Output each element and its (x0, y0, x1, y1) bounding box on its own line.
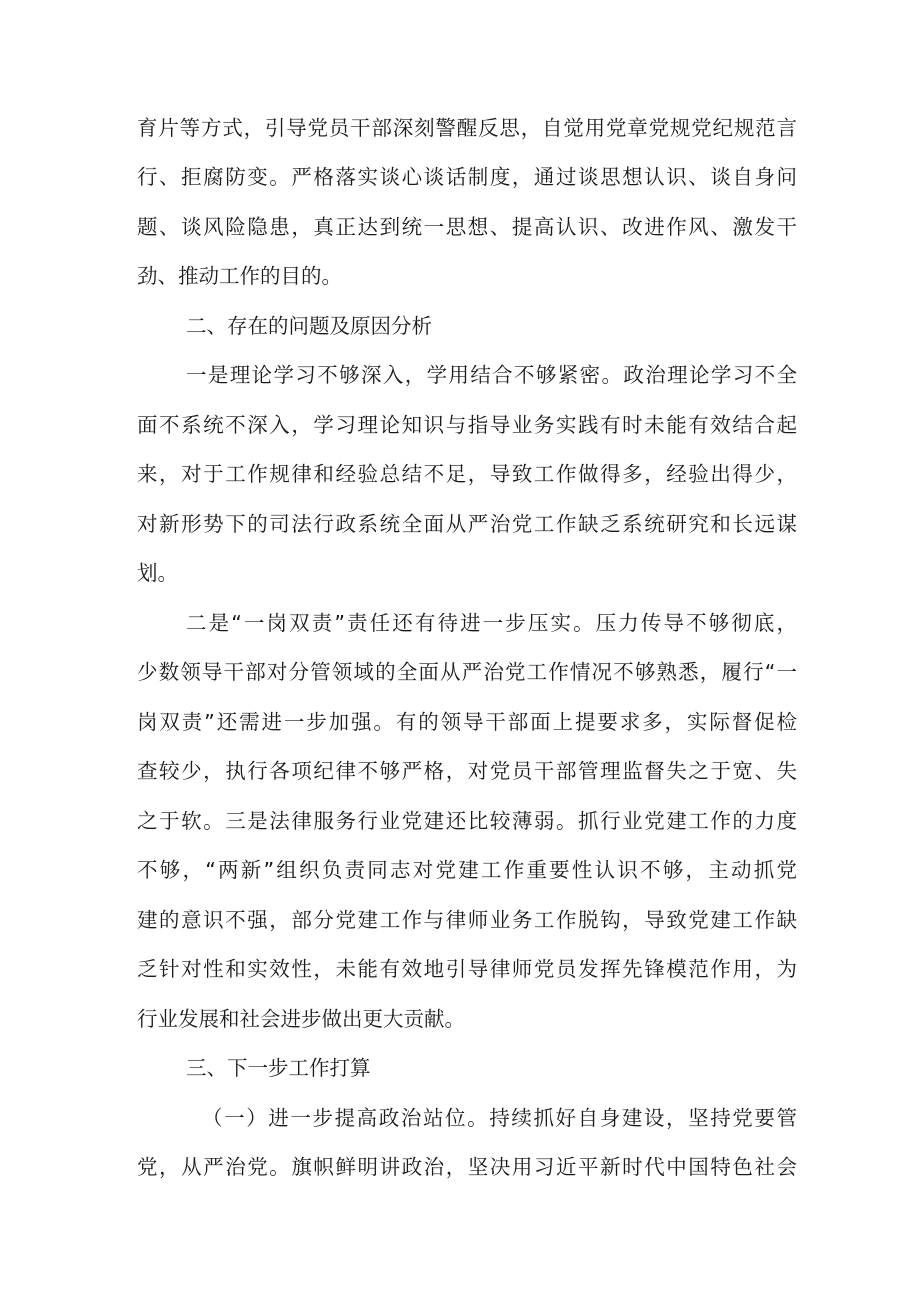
text-line: 岗双责”还需进一步加强。有的领导干部面上提要求多，实际督促检 (137, 710, 797, 734)
text-line: 二是“一岗双责”责任还有待进一步压实。压力传导不够彻底， (186, 611, 797, 635)
text-line: 行、拒腐防变。严格落实谈心谈话制度，通过谈思想认识、谈自身问 (137, 165, 797, 189)
text-line: 建的意识不强，部分党建工作与律师业务工作脱钩，导致党建工作缺 (137, 908, 797, 932)
text-line: 少数领导干部对分管领域的全面从严治党工作情况不够熟悉，履行“一 (137, 660, 797, 684)
text-line: 划。 (137, 561, 178, 585)
text-line: 行业发展和社会进步做出更大贡献。 (137, 1007, 465, 1031)
text-line: 查较少，执行各项纪律不够严格，对党员干部管理监督失之于宽、失 (137, 759, 797, 783)
section-heading: 二、存在的问题及原因分析 (186, 314, 432, 338)
text-line: 面不系统不深入，学习理论知识与指导业务实践有时未能有效结合起 (137, 413, 797, 437)
section-heading: 三、下一步工作打算 (186, 1056, 371, 1080)
text-line: （一）进一步提高政治站位。持续抓好自身建设，坚持党要管 (202, 1106, 797, 1130)
text-line: 育片等方式，引导党员干部深刻警醒反思，自觉用党章党规党纪规范言 (137, 116, 797, 140)
text-line: 对新形势下的司法行政系统全面从严治党工作缺乏系统研究和长远谋 (137, 512, 797, 536)
text-line: 劲、推动工作的目的。 (137, 264, 342, 288)
text-line: 之于软。三是法律服务行业党建还比较薄弱。抓行业党建工作的力度 (137, 809, 797, 833)
text-line: 不够，“两新”组织负责同志对党建工作重要性认识不够，主动抓党 (137, 858, 797, 882)
text-line: 乏针对性和实效性，未能有效地引导律师党员发挥先锋模范作用，为 (137, 957, 797, 981)
text-line: 党，从严治党。旗帜鲜明讲政治，坚决用习近平新时代中国特色社会 (137, 1155, 797, 1179)
text-line: 来，对于工作规律和经验总结不足，导致工作做得多，经验出得少， (137, 462, 797, 486)
text-line: 一是理论学习不够深入，学用结合不够紧密。政治理论学习不全 (186, 363, 797, 387)
text-line: 题、谈风险隐患，真正达到统一思想、提高认识、改进作风、激发干 (137, 215, 797, 239)
